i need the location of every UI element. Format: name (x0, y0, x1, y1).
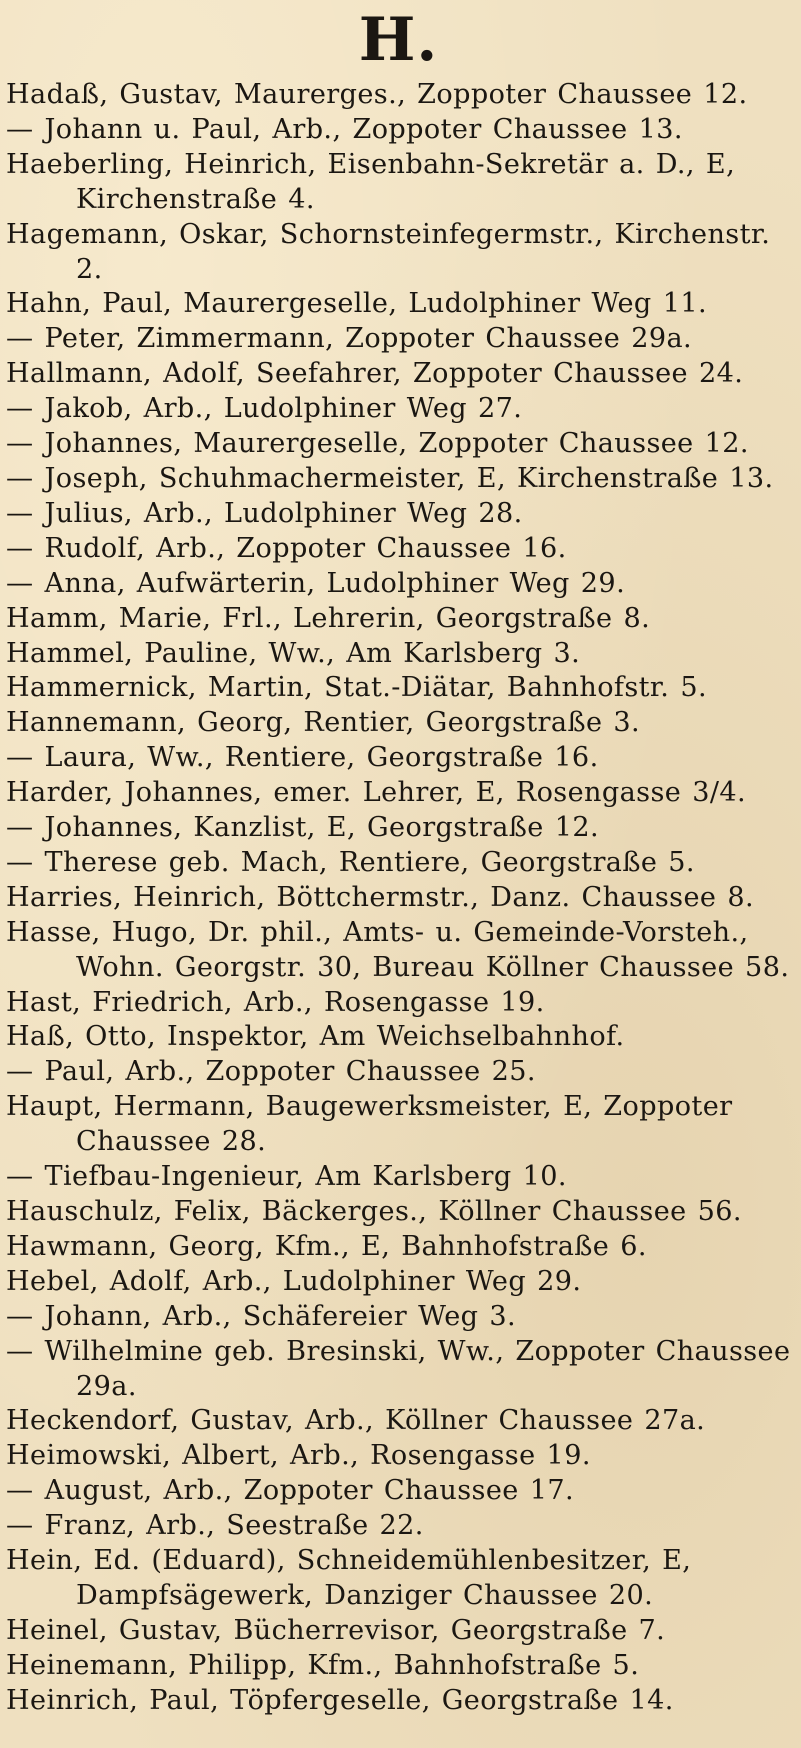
directory-entries (6, 78, 791, 1719)
section-heading: H. (358, 5, 439, 75)
directory-entry: Heimowski, Albert, Arb., Rosengasse 19. (6, 1440, 591, 1472)
directory-entry: Heckendorf, Gustav, Arb., Köllner Chaussee 27a. (6, 1405, 706, 1437)
directory-entry: Harder, Johannes, emer. Lehrer, E, Rosengasse 3/4. (6, 777, 747, 809)
directory-entry: Heinemann, Philipp, Kfm., Bahnhofstraße 5. (6, 1649, 640, 1681)
directory-entry: — Wilhelmine geb. Bresinski, Ww., Zoppoter Chaussee 29a. (6, 1335, 791, 1402)
directory-entry: — Johann, Arb., Schäfereier Weg 3. (6, 1300, 517, 1332)
directory-entry: Harries, Heinrich, Böttchermstr., Danz. Chaussee 8. (6, 881, 754, 913)
directory-entry: — Therese geb. Mach, Rentiere, Georgstraße 5. (6, 846, 695, 878)
directory-entry: — Tiefbau-Ingenieur, Am Karlsberg 10. (6, 1161, 567, 1193)
directory-entry: Haupt, Hermann, Baugewerksmeister, E, Zoppoter Chaussee 28. (6, 1091, 733, 1158)
directory-entry: Hagemann, Oskar, Schornsteinfegermstr., Kirchenstr. 2. (6, 218, 771, 285)
directory-entry: Haß, Otto, Inspektor, Am Weichselbahnhof. (6, 1021, 625, 1053)
directory-entry: — August, Arb., Zoppoter Chaussee 17. (6, 1475, 575, 1507)
directory-entry: Hasse, Hugo, Dr. phil., Amts- u. Gemeinde-Vorsteh., Wohn. Georgstr. 30, Bureau Köllner Chaussee 58. (6, 916, 790, 983)
directory-entry: Hamm, Marie, Frl., Lehrerin, Georgstraße 8. (6, 602, 651, 634)
directory-entry: Hammernick, Martin, Stat.-Diätar, Bahnhofstr. 5. (6, 672, 707, 704)
directory-entry: Heinel, Gustav, Bücherrevisor, Georgstraße 7. (6, 1614, 666, 1646)
directory-entry: Heinrich, Paul, Töpfergeselle, Georgstraße 14. (6, 1684, 674, 1716)
directory-entry: — Johannes, Maurergeselle, Zoppoter Chaussee 12. (6, 428, 749, 460)
directory-entry: — Paul, Arb., Zoppoter Chaussee 25. (6, 1056, 536, 1088)
directory-entry: Hammel, Pauline, Ww., Am Karlsberg 3. (6, 637, 581, 669)
directory-entry: Hawmann, Georg, Kfm., E, Bahnhofstraße 6. (6, 1230, 647, 1262)
directory-entry: Hauschulz, Felix, Bäckerges., Köllner Chaussee 56. (6, 1196, 742, 1227)
directory-entry: Hannemann, Georg, Rentier, Georgstraße 3. (6, 707, 641, 739)
directory-entry: Hein, Ed. (Eduard), Schneidemühlenbesitzer, E, Dampfsägewerk, Danziger Chaussee 20. (6, 1545, 692, 1611)
directory-entry: — Jakob, Arb., Ludolphiner Weg 27. (6, 393, 523, 425)
directory-entry: — Johannes, Kanzlist, E, Georgstraße 12. (6, 812, 600, 844)
directory-entry: Hadaß, Gustav, Maurerges., Zoppoter Chaussee 12. (6, 79, 748, 110)
directory-entry: Hast, Friedrich, Arb., Rosengasse 19. (6, 986, 545, 1018)
directory-entry: — Peter, Zimmermann, Zoppoter Chaussee 29a. (6, 323, 693, 355)
directory-entry: Hallmann, Adolf, Seefahrer, Zoppoter Chaussee 24. (6, 358, 744, 390)
directory-entry: — Rudolf, Arb., Zoppoter Chaussee 16. (6, 532, 567, 564)
directory-entry: — Franz, Arb., Seestraße 22. (6, 1510, 424, 1542)
directory-entry: — Joseph, Schuhmachermeister, E, Kirchenstraße 13. (6, 462, 774, 494)
directory-entry: — Laura, Ww., Rentiere, Georgstraße 16. (6, 742, 599, 774)
directory-entry: — Johann u. Paul, Arb., Zoppoter Chaussee 13. (6, 113, 683, 145)
directory-entry: Hebel, Adolf, Arb., Ludolphiner Weg 29. (6, 1265, 582, 1297)
directory-entry: — Julius, Arb., Ludolphiner Weg 28. (6, 497, 523, 529)
directory-entry: Hahn, Paul, Maurergeselle, Ludolphiner Weg 11. (6, 288, 707, 320)
directory-entry: — Anna, Aufwärterin, Ludolphiner Weg 29. (6, 567, 626, 599)
directory-entry: Haeberling, Heinrich, Eisenbahn-Sekretär a. D., E, Kirchenstraße 4. (6, 148, 736, 215)
